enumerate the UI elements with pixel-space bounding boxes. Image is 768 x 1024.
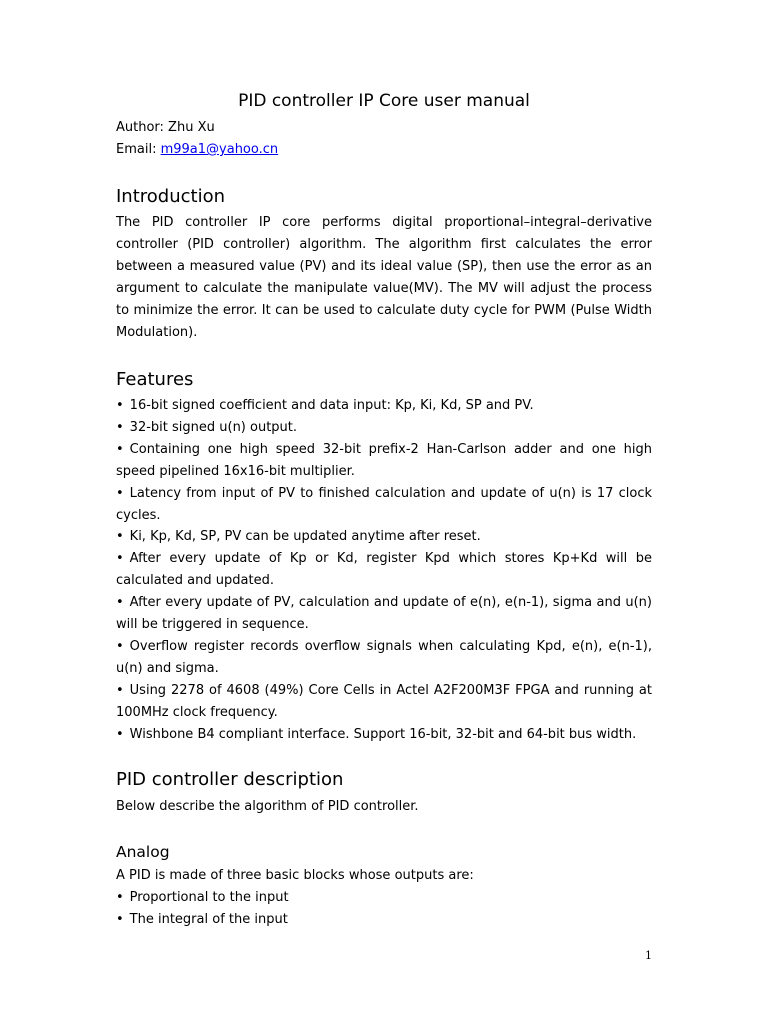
feature-text: Ki, Kp, Kd, SP, PV can be updated anytime after reset. <box>129 529 481 545</box>
description-paragraph: Below describe the algorithm of PID controller. <box>116 799 419 814</box>
feature-text: After every update of PV, calculation and update of e(n), e(n-1), sigma and u(n) will be triggered in sequence. <box>116 595 652 633</box>
list-item <box>116 483 652 527</box>
features-list <box>116 395 652 746</box>
bullet-icon: • <box>116 419 124 435</box>
email-link[interactable]: m99a1@yahoo.cn <box>160 142 279 157</box>
list-item <box>116 548 652 592</box>
bullet-icon: • <box>116 529 124 545</box>
bullet-icon: • <box>116 485 124 501</box>
document-title: PID controller IP Core user manual <box>238 91 530 111</box>
list-item <box>116 439 652 483</box>
list-item <box>116 395 652 417</box>
bullet-icon: • <box>116 595 124 611</box>
list-item <box>116 592 652 636</box>
introduction-paragraph: The PID controller IP core performs digital proportional–integral–derivative controller (PID controller) algorithm. The algorithm first calculates the error between a measured value (PV) and its ideal value (SP), then use the error as an argument to calculate the manipulate value(MV). The MV will adjust the process to minimize the error. It can be used to calculate duty cycle for PWM (Pulse Width Modulation). <box>116 215 652 340</box>
bullet-icon: • <box>116 551 124 567</box>
feature-text: Latency from input of PV to finished calculation and update of u(n) is 17 clock cycles. <box>116 485 652 523</box>
list-item <box>116 636 652 680</box>
introduction-heading: Introduction <box>116 186 226 207</box>
page-number: 1 <box>645 949 652 962</box>
bullet-icon: • <box>116 726 124 742</box>
bullet-icon: • <box>116 441 124 457</box>
bullet-icon: • <box>116 911 124 927</box>
analog-heading: Analog <box>116 843 170 861</box>
list-item <box>116 417 652 439</box>
feature-text: After every update of Kp or Kd, register Kpd which stores Kp+Kd will be calculated and updated. <box>116 551 652 589</box>
feature-text: 32-bit signed u(n) output. <box>129 419 298 435</box>
analog-paragraph: A PID is made of three basic blocks whose outputs are: <box>116 868 474 883</box>
author-line: Author: Zhu Xu <box>116 120 215 135</box>
analog-item-text: Proportional to the input <box>129 890 289 905</box>
feature-text: Using 2278 of 4608 (49%) Core Cells in Actel A2F200M3F FPGA and running at 100MHz clock frequency. <box>116 682 652 720</box>
feature-text: Containing one high speed 32-bit prefix-2 Han-Carlson adder and one high speed pipelined 16x16-bit multiplier. <box>116 441 652 479</box>
list-item <box>116 526 652 548</box>
feature-text: Wishbone B4 compliant interface. Support 16-bit, 32-bit and 64-bit bus width. <box>129 726 637 742</box>
list-item <box>116 887 652 909</box>
feature-text: 16-bit signed coefficient and data input: Kp, Ki, Kd, SP and PV. <box>129 398 534 413</box>
analog-list <box>116 887 652 931</box>
list-item <box>116 724 652 746</box>
list-item <box>116 680 652 724</box>
bullet-icon: • <box>116 638 124 654</box>
bullet-icon: • <box>116 890 124 905</box>
bullet-icon: • <box>116 682 124 698</box>
analog-item-text: The integral of the input <box>129 911 288 927</box>
description-heading: PID controller description <box>116 769 344 790</box>
features-heading: Features <box>116 369 194 390</box>
bullet-icon: • <box>116 398 124 413</box>
feature-text: Overflow register records overflow signals when calculating Kpd, e(n), e(n-1), u(n) and sigma. <box>116 638 652 676</box>
email-line <box>116 139 278 161</box>
list-item <box>116 909 652 931</box>
email-label: Email: <box>116 142 161 157</box>
